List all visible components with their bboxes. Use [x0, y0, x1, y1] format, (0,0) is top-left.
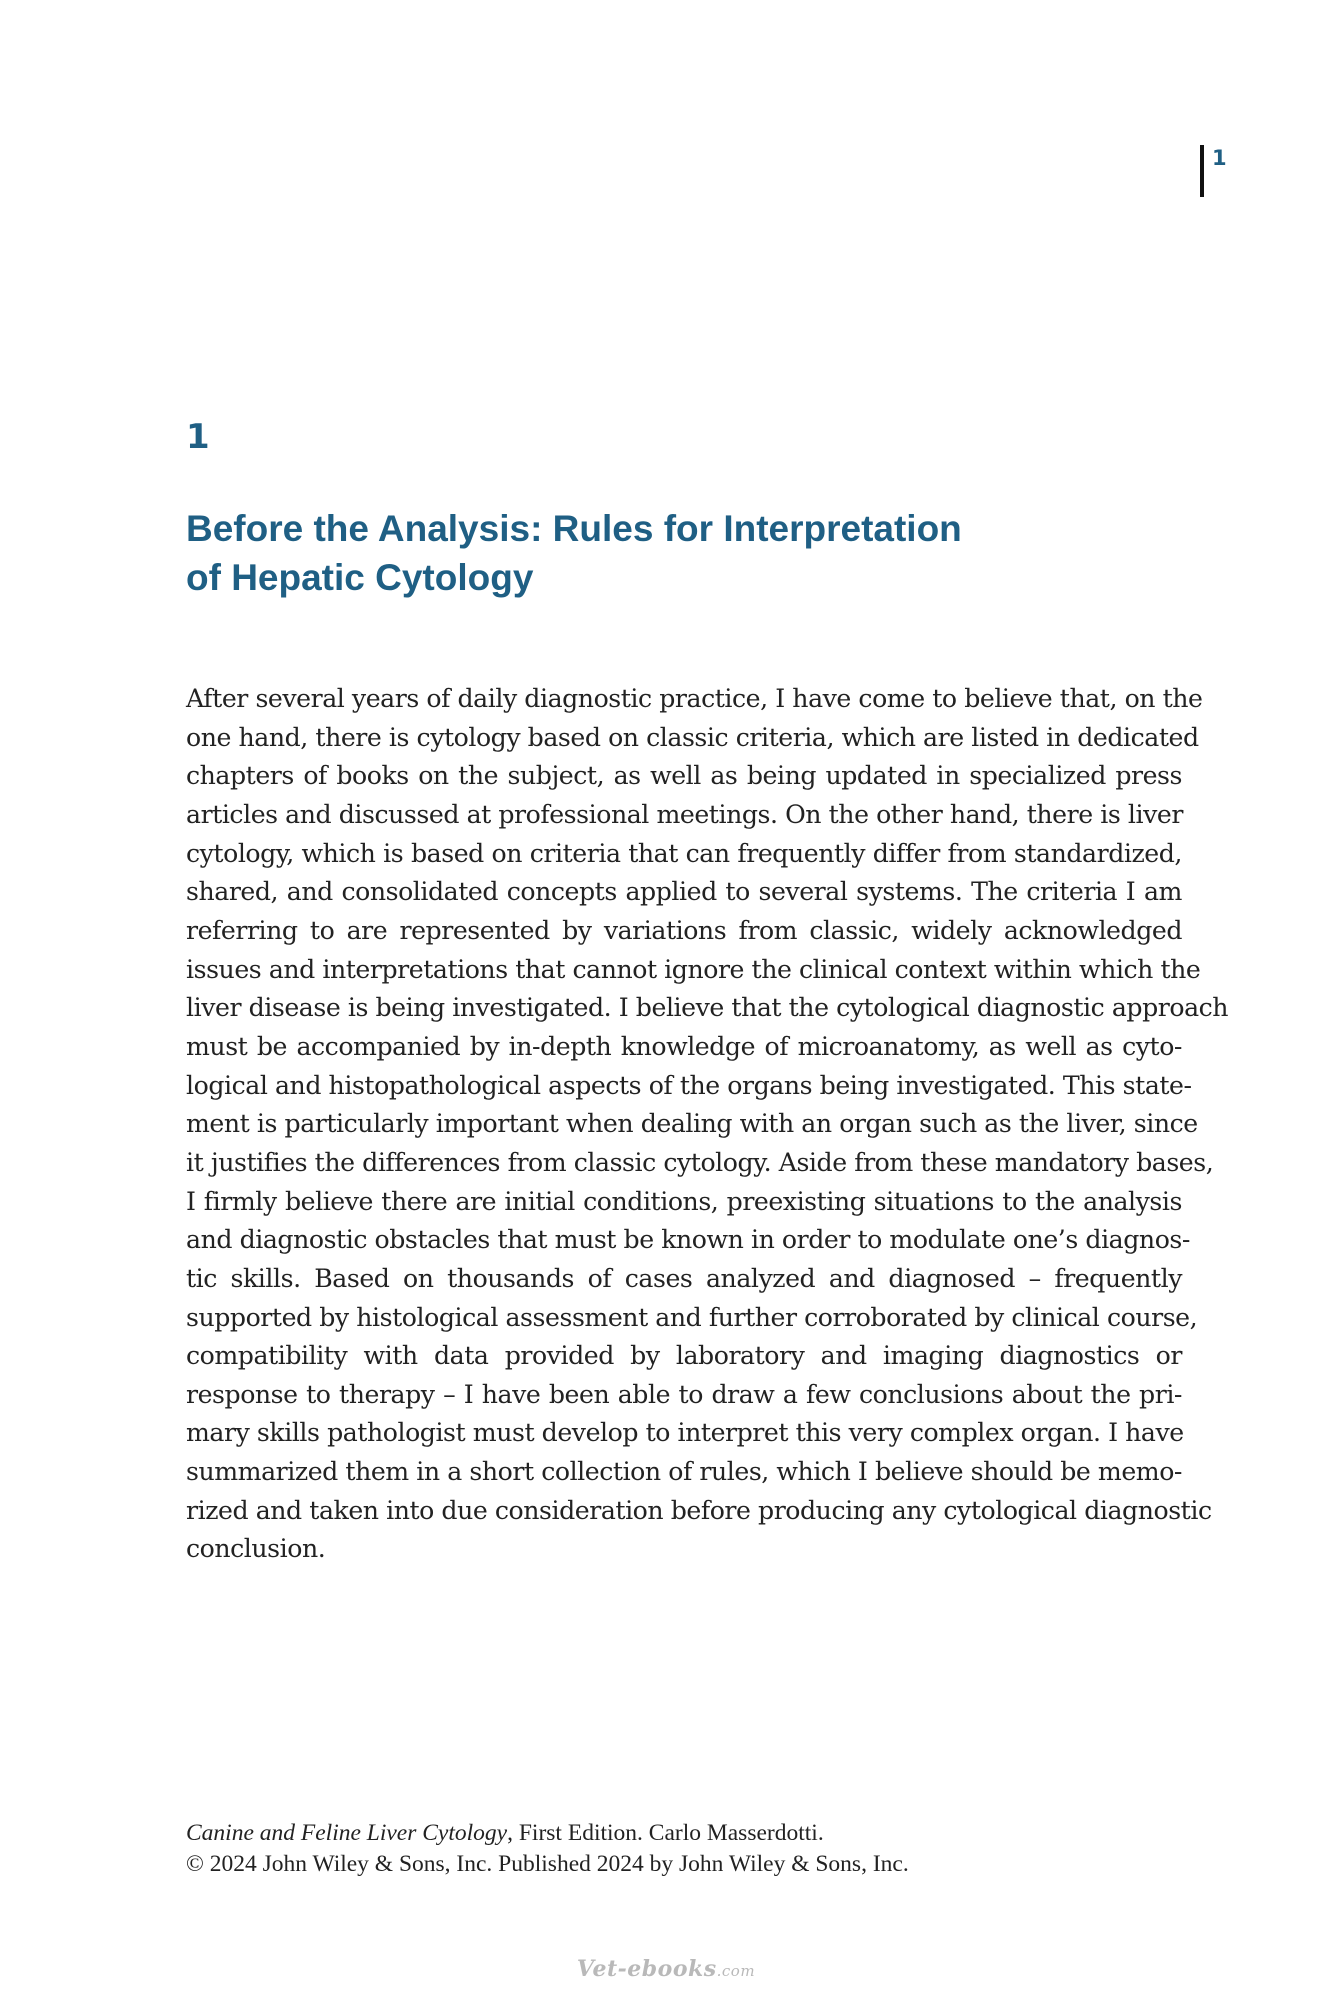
- body-line: supported by histological assessment and further corroborated by clinical course,: [186, 1302, 1198, 1332]
- body-line: referring to are represented by variations from classic, widely acknowledged: [186, 915, 1182, 945]
- body-line: rized and taken into due consideration before producing any cytological diagnostic: [186, 1495, 1212, 1525]
- body-paragraph: [186, 680, 1229, 1569]
- body-line: it justifies the differences from classic cytology. Aside from these mandatory bases,: [186, 1147, 1214, 1177]
- body-line: I firmly believe there are initial conditions, preexisting situations to the analysis: [186, 1186, 1182, 1216]
- body-line: chapters of books on the subject, as well as being updated in specialized press: [186, 761, 1182, 791]
- page-number: 1: [1212, 146, 1227, 170]
- body-line: summarized them in a short collection of rules, which I believe should be memo-: [186, 1457, 1182, 1487]
- chapter-title: [186, 504, 1086, 602]
- body-line: liver disease is being investigated. I believe that the cytological diagnostic approach: [186, 993, 1229, 1023]
- watermark-tld: .com: [716, 1962, 756, 1980]
- copyright-line: © 2024 John Wiley & Sons, Inc. Published 2024 by John Wiley & Sons, Inc.: [186, 1851, 909, 1877]
- watermark-name: Vet-ebooks: [576, 1956, 717, 1982]
- body-line: shared, and consolidated concepts applied to several systems. The criteria I am: [186, 877, 1182, 907]
- chapter-title-line: Before the Analysis: Rules for Interpretation: [186, 508, 962, 549]
- body-line: logical and histopathological aspects of the organs being investigated. This state-: [186, 1070, 1192, 1100]
- copyright-footer: [186, 1818, 1186, 1880]
- body-line: and diagnostic obstacles that must be known in order to modulate one’s diagnos-: [186, 1225, 1190, 1255]
- chapter-title-line: of Hepatic Cytology: [186, 557, 534, 598]
- body-line: cytology, which is based on criteria that can frequently differ from standardized,: [186, 838, 1182, 868]
- book-title: Canine and Feline Liver Cytology: [186, 1820, 508, 1846]
- body-line: ment is particularly important when dealing with an organ such as the liver, since: [186, 1109, 1198, 1139]
- body-line: issues and interpretations that cannot ignore the clinical context within which the: [186, 954, 1201, 984]
- chapter-number: 1: [186, 417, 210, 457]
- body-line: mary skills pathologist must develop to interpret this very complex organ. I have: [186, 1418, 1184, 1448]
- body-line: one hand, there is cytology based on classic criteria, which are listed in dedicated: [186, 722, 1199, 752]
- body-line: tic skills. Based on thousands of cases analyzed and diagnosed – frequently: [186, 1263, 1182, 1293]
- body-line: response to therapy – I have been able to draw a few conclusions about the pri-: [186, 1379, 1182, 1409]
- body-line: must be accompanied by in-depth knowledge of microanatomy, as well as cyto-: [186, 1031, 1182, 1061]
- body-line: articles and discussed at professional meetings. On the other hand, there is liver: [186, 799, 1183, 829]
- page-number-rule: [1200, 145, 1204, 197]
- citation-line: [186, 1818, 1186, 1849]
- body-line: After several years of daily diagnostic practice, I have come to believe that, on the: [186, 684, 1203, 713]
- body-line: compatibility with data provided by laboratory and imaging diagnostics or: [186, 1341, 1182, 1371]
- watermark-logo: [0, 1956, 1332, 1982]
- body-line: conclusion.: [186, 1534, 326, 1564]
- edition-author: , First Edition. Carlo Masserdotti.: [507, 1820, 824, 1846]
